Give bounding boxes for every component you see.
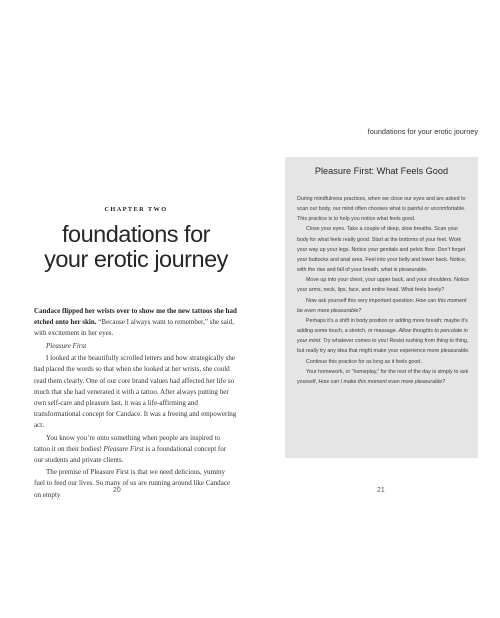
- sidebar-title: Pleasure First: What Feels Good: [314, 166, 449, 176]
- page-number-left: 20: [113, 487, 121, 494]
- paragraph-tattoo-description: I looked at the beautifully scrolled letters and how strategically she had placed the words so that when she looked at her wrists, she could read them clearly. One of our core brand values had affected her life so much that she had venerated it with a tattoo. After always putting her own self-care and pleasure last, it was a life-affirming and transformational concept for Candace. It was a freeing and empowering act.: [34, 354, 237, 429]
- paragraph-opening-rest: “Because I always want to remember,” she said, with excitement in her eyes.: [34, 318, 234, 338]
- paragraph-foundational-a: You know you’re onto something when people are inspired to tattoo it on their bodies!: [34, 433, 221, 453]
- sidebar-paragraph-question: [297, 296, 471, 316]
- paragraph-opening: [34, 306, 237, 339]
- paragraph-tattoo-quote: Pleasure First: [46, 341, 87, 350]
- chapter-title-line-1: foundations for: [62, 221, 210, 247]
- sidebar-paragraph-upper-body: Move up into your chest, your upper back, and your shoulders. Notice your arms, neck, lips, face, and entire head. What feels lovely?: [297, 277, 470, 294]
- chapter-label: CHAPTER TWO: [104, 206, 168, 213]
- sidebar-shift-b: Try whatever comes to you! Resist rushing from thing to thing, but really try any idea that might make your experience more pleasurable.: [297, 338, 470, 355]
- paragraph-foundational-italic: Pleasure First: [103, 444, 144, 453]
- chapter-title: [22, 222, 250, 272]
- sidebar-paragraph-intro: During mindfulness practices, when we close our eyes and are asked to scan our body, our mind often chooses what is painful or uncomfortable. This practice is to help you notice what feels good.: [297, 196, 466, 223]
- sidebar-body: [297, 194, 471, 387]
- page-number-right: 21: [377, 487, 385, 494]
- sidebar-shift-a: Perhaps it’s a shift in body position or adding more breath; maybe it’s adding some touch, a stretch, or massage.: [297, 317, 468, 335]
- sidebar-homework-a: Your homework, or “homeplay,” for the rest of the day is simply to ask yourself,: [297, 368, 469, 385]
- sidebar-question-a: Now ask yourself this very important question:: [306, 297, 416, 304]
- paragraph-foundational-b: is a foundational concept for our students and private clients.: [34, 444, 227, 464]
- sidebar-shift-italic: Allow thoughts to percolate in your mind.: [297, 328, 468, 345]
- sidebar-question-italic: How can this moment be even more pleasurable?: [297, 297, 467, 314]
- chapter-title-line-2: your erotic journey: [44, 246, 228, 272]
- sidebar-paragraph-continue: Continue this practice for as long as it feels good.: [306, 358, 422, 365]
- paragraph-opening-lead: Candace flipped her wrists over to show me the new tattoos she had etched onto her skin.: [34, 307, 237, 327]
- left-body-text: [34, 306, 237, 502]
- sidebar-paragraph-body-scan: Close your eyes. Take a couple of deep, slow breaths. Scan your body for what feels really good. Start at the bottoms of your feet. Work your way up your legs. Notice your genitals and pelvic floor. Don’t forget your buttocks and anal area. Feel into your belly and lower back. Notice, with the rise and fall of your breath, what is pleasurable.: [297, 226, 467, 274]
- exercise-sidebar: [285, 157, 478, 458]
- paragraph-premise: The premise of Pleasure First is that we need delicious, yummy fuel to feed our lives. So many of us are running around like Candace on empty: [34, 468, 231, 499]
- running-head: foundations for your erotic journey: [367, 127, 478, 136]
- sidebar-paragraph-shift: [297, 316, 471, 357]
- paragraph-foundational-concept: [34, 433, 237, 466]
- sidebar-paragraph-homework: [297, 367, 471, 387]
- sidebar-homework-italic: How can I make this moment even more pleasurable?: [318, 378, 446, 385]
